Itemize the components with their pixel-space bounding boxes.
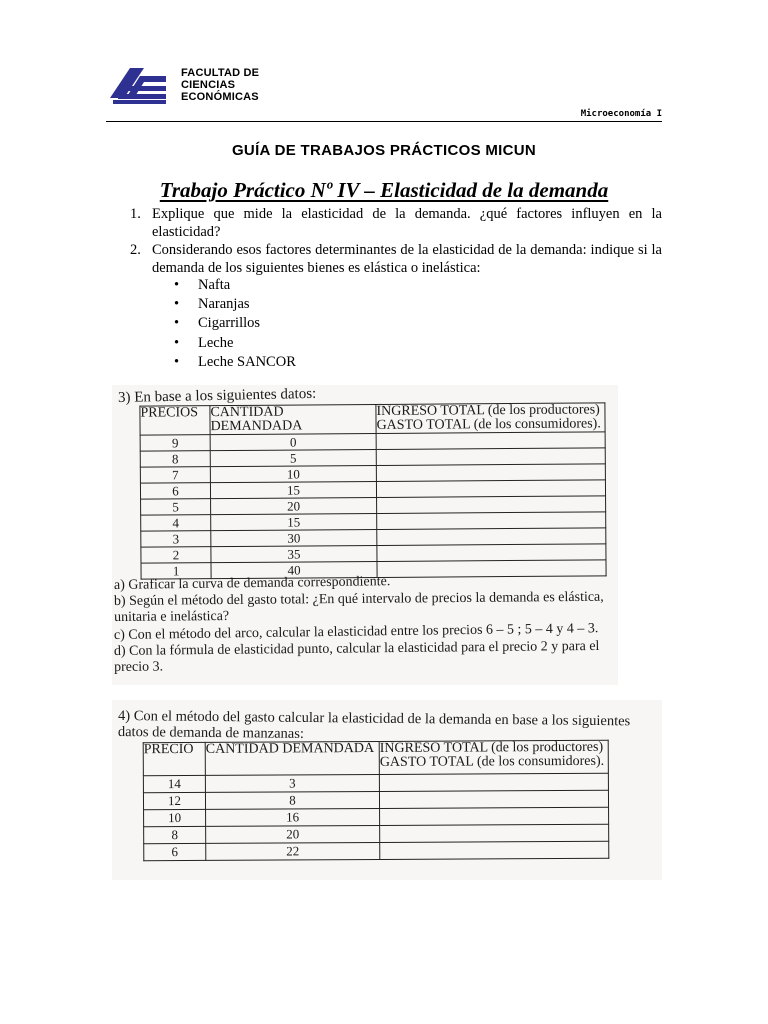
revenue-cell — [376, 480, 605, 498]
table-header-row — [140, 403, 605, 435]
revenue-cell — [377, 544, 606, 562]
question-number: 1. — [130, 206, 141, 222]
price-cell: 6 — [144, 843, 206, 860]
revenue-cell — [380, 841, 609, 859]
column-header-revenue — [379, 740, 608, 774]
quantity-cell: 30 — [211, 529, 377, 546]
price-cell: 4 — [141, 515, 211, 531]
question-2 — [130, 241, 662, 277]
quantity-cell: 0 — [210, 433, 376, 450]
quantity-cell: 10 — [210, 465, 376, 482]
question-text: Considerando esos factores determinantes de la elasticidad de la demanda: indique si la demanda de los siguientes bienes es elástica o inelástica: — [152, 242, 662, 276]
revenue-label: INGRESO TOTAL (de los productores) — [379, 739, 604, 756]
goods-item: • Naranjas — [174, 295, 296, 314]
quantity-cell: 5 — [210, 449, 376, 466]
column-header-price: PRECIOS — [140, 406, 210, 435]
revenue-cell — [377, 528, 606, 546]
column-header-price: PRECIO — [143, 742, 205, 775]
goods-item: • Cigarrillos — [174, 314, 296, 333]
price-cell: 8 — [144, 826, 206, 843]
question-number: 2. — [130, 242, 141, 258]
faculty-line: CIENCIAS — [181, 79, 236, 91]
revenue-cell — [380, 824, 609, 842]
expenditure-label: GASTO TOTAL (de los consumidores). — [376, 416, 601, 433]
price-cell: 7 — [140, 467, 210, 483]
column-header-quantity: CANTIDAD DEMANDADA — [205, 741, 379, 775]
column-header-quantity: CANTIDAD DEMANDADA — [210, 404, 376, 434]
price-cell: 10 — [144, 809, 206, 826]
question-text: Explique que mide la elasticidad de la demanda. ¿qué factores influyen en la elasticidad? — [152, 206, 662, 240]
table-body — [143, 773, 608, 860]
goods-item: • Nafta — [174, 276, 296, 295]
guide-title: GUÍA DE TRABAJOS PRÁCTICOS MICUN — [231, 142, 537, 159]
revenue-cell — [377, 560, 606, 578]
price-cell: 14 — [143, 775, 205, 792]
faculty-line: ECONÓMICAS — [181, 91, 259, 103]
price-cell: 8 — [140, 451, 210, 467]
table-body — [140, 432, 606, 579]
price-cell: 3 — [141, 531, 211, 547]
goods-item: • Leche — [174, 334, 296, 353]
exercise-4-intro: 4) Con el método del gasto calcular la elasticidad de la demanda en base a los siguientes datos de demanda de manzanas: — [117, 708, 631, 742]
price-cell: 6 — [140, 483, 210, 499]
quantity-cell: 15 — [210, 481, 376, 498]
price-cell: 1 — [141, 563, 211, 579]
price-cell: 5 — [141, 499, 211, 515]
practice-title — [0, 178, 768, 203]
demand-table-3 — [139, 402, 606, 579]
goods-list — [174, 276, 296, 372]
column-header-revenue — [376, 403, 605, 434]
demand-table-4 — [143, 740, 610, 861]
exercise-3-intro: 3) En base a los siguientes datos: — [117, 385, 317, 406]
price-cell: 12 — [143, 792, 205, 809]
revenue-label: INGRESO TOTAL (de los productores) — [376, 402, 600, 419]
quantity-cell: 8 — [205, 791, 379, 809]
faculty-name — [181, 67, 259, 103]
revenue-cell — [376, 432, 605, 450]
revenue-cell — [379, 773, 608, 791]
exercise-3-item-b: b) Según el método del gasto total: ¿En qué intervalo de precios la demanda es elástica, unitaria e inelástica? — [113, 589, 604, 625]
subject-label: Microeconomía I — [580, 109, 662, 119]
revenue-cell — [376, 448, 605, 466]
quantity-cell: 40 — [211, 561, 377, 578]
quantity-cell: 35 — [211, 545, 377, 562]
practice-title-text: Trabajo Práctico Nº IV – Elasticidad de la demanda — [159, 178, 609, 202]
revenue-cell — [380, 807, 609, 825]
exercise-3-item-d: d) Con la fórmula de elasticidad punto, calcular la elasticidad para el precio 2 y para el precio 3. — [113, 638, 600, 675]
quantity-cell: 16 — [206, 808, 380, 826]
quantity-cell: 20 — [211, 497, 377, 514]
quantity-cell: 22 — [206, 842, 380, 860]
faculty-logo — [110, 64, 166, 106]
quantity-cell: 15 — [211, 513, 377, 530]
revenue-cell — [377, 496, 606, 514]
revenue-cell — [376, 464, 605, 482]
exercise-3-item-c: c) Con el método del arco, calcular la elasticidad entre los precios 6 – 5 ; 5 – 4 y 4 – 3. — [113, 621, 599, 643]
exercise-3-item-a: a) Graficar la curva de demanda correspondiente. — [113, 574, 391, 593]
price-cell: 9 — [140, 435, 210, 451]
quantity-cell: 20 — [206, 825, 380, 843]
faculty-line: FACULTAD DE — [181, 67, 260, 79]
expenditure-label: GASTO TOTAL (de los consumidores). — [379, 753, 605, 770]
revenue-cell — [379, 790, 608, 808]
table-row — [144, 841, 609, 860]
goods-item: • Leche SANCOR — [174, 353, 296, 372]
revenue-cell — [377, 512, 606, 530]
table-header-row — [143, 740, 608, 775]
header-divider — [106, 121, 662, 122]
quantity-cell: 3 — [205, 774, 379, 792]
question-1 — [130, 205, 662, 241]
price-cell: 2 — [141, 547, 211, 563]
